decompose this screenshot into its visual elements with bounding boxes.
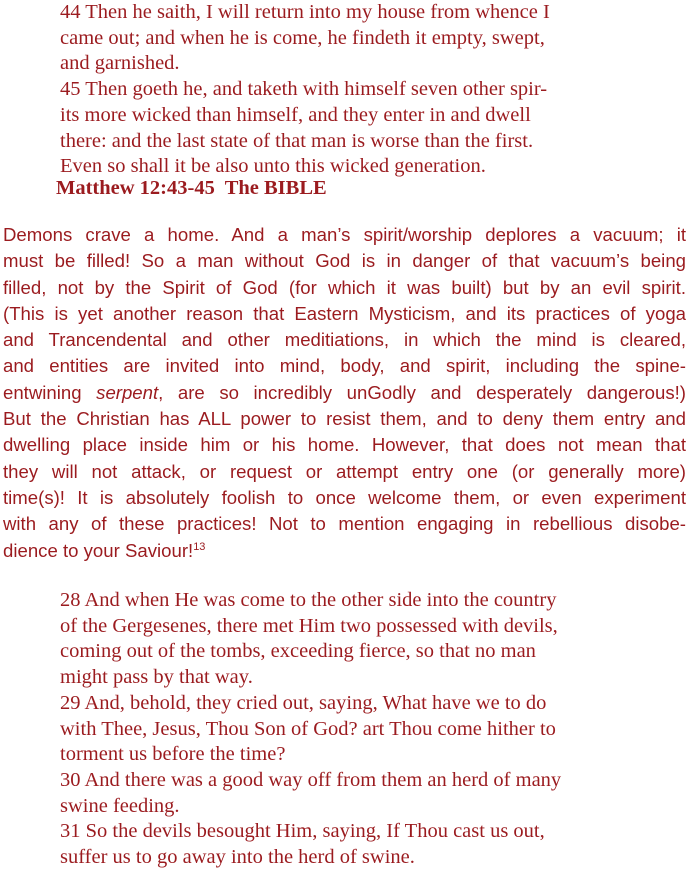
verse-line: there: and the last state of that man is worse than the first. xyxy=(60,129,534,152)
commentary-line: and Trancendental and other meditiations, in which the mind is cleared, xyxy=(3,329,686,351)
commentary-line: filled, not by the Spirit of God (for which it was built) but by an evil spirit. xyxy=(3,276,686,298)
verse-line: torment us before the time? xyxy=(60,743,286,766)
emphasized-word: serpent xyxy=(96,381,159,403)
scripture-quote-matthew-12 xyxy=(60,0,660,180)
verse-line: 44 Then he saith, I will return into my house from whence I xyxy=(60,1,550,23)
commentary-line: (This is yet another reason that Eastern Mysticism, and its practices of yoga xyxy=(3,302,686,324)
commentary-line: dwelling place inside him or his home. However, that does not mean that xyxy=(3,434,686,456)
verse-line: coming out of the tombs, exceeding fierce, so that no man xyxy=(60,640,536,663)
verse-line: might pass by that way. xyxy=(60,666,253,689)
verse-line: its more wicked than himself, and they enter in and dwell xyxy=(60,103,531,126)
verse-line: and garnished. xyxy=(60,52,180,75)
verse-line: 29 And, behold, they cried out, saying, What have we to do xyxy=(60,691,547,714)
commentary-line: they will not attack, or request or attempt entry one (or generally more) xyxy=(3,460,686,482)
commentary-line: and entities are invited into mind, body, and spirit, including the spine- xyxy=(3,355,686,377)
commentary-text: dience to your Saviour! xyxy=(3,539,194,561)
commentary-text: entwining xyxy=(3,381,82,403)
verse-line: 28 And when He was come to the other side into the country xyxy=(60,589,557,611)
scripture-quote-matthew-8 xyxy=(60,588,660,871)
verse-line: 45 Then goeth he, and taketh with himself seven other spir- xyxy=(60,78,548,101)
footnote-reference[interactable]: 13 xyxy=(193,540,206,553)
commentary-text: , are so incredibly unGodly and desperately dangerous!) xyxy=(158,381,686,403)
verse-line: 31 So the devils besought Him, saying, If Thou cast us out, xyxy=(60,820,545,843)
verse-line: 30 And there was a good way off from them an herd of many xyxy=(60,768,562,791)
commentary-line xyxy=(3,380,686,406)
commentary-line: must be filled! So a man without God is in danger of that vacuum’s being xyxy=(3,250,686,272)
commentary-paragraph xyxy=(3,222,686,564)
commentary-line: time(s)! It is absolutely foolish to once welcome them, or even experiment xyxy=(3,486,686,508)
commentary-line: with any of these practices! Not to mention engaging in rebellious disobe- xyxy=(3,513,686,535)
commentary-line: But the Christian has ALL power to resist them, and to deny them entry and xyxy=(3,408,686,430)
commentary-line xyxy=(3,538,686,564)
verse-line: came out; and when he is come, he findeth it empty, swept, xyxy=(60,26,545,49)
verse-line: of the Gergesenes, there met Him two possessed with devils, xyxy=(60,614,558,637)
scripture-citation: Matthew 12:43-45 The BIBLE xyxy=(56,177,327,199)
verse-line: with Thee, Jesus, Thou Son of God? art Thou come hither to xyxy=(60,717,556,740)
verse-line: Even so shall it be also unto this wicked generation. xyxy=(60,155,486,178)
commentary-line: Demons crave a home. And a man’s spirit/worship deplores a vacuum; it xyxy=(3,224,686,245)
verse-line: suffer us to go away into the herd of swine. xyxy=(60,846,415,869)
verse-line: swine feeding. xyxy=(60,794,180,817)
